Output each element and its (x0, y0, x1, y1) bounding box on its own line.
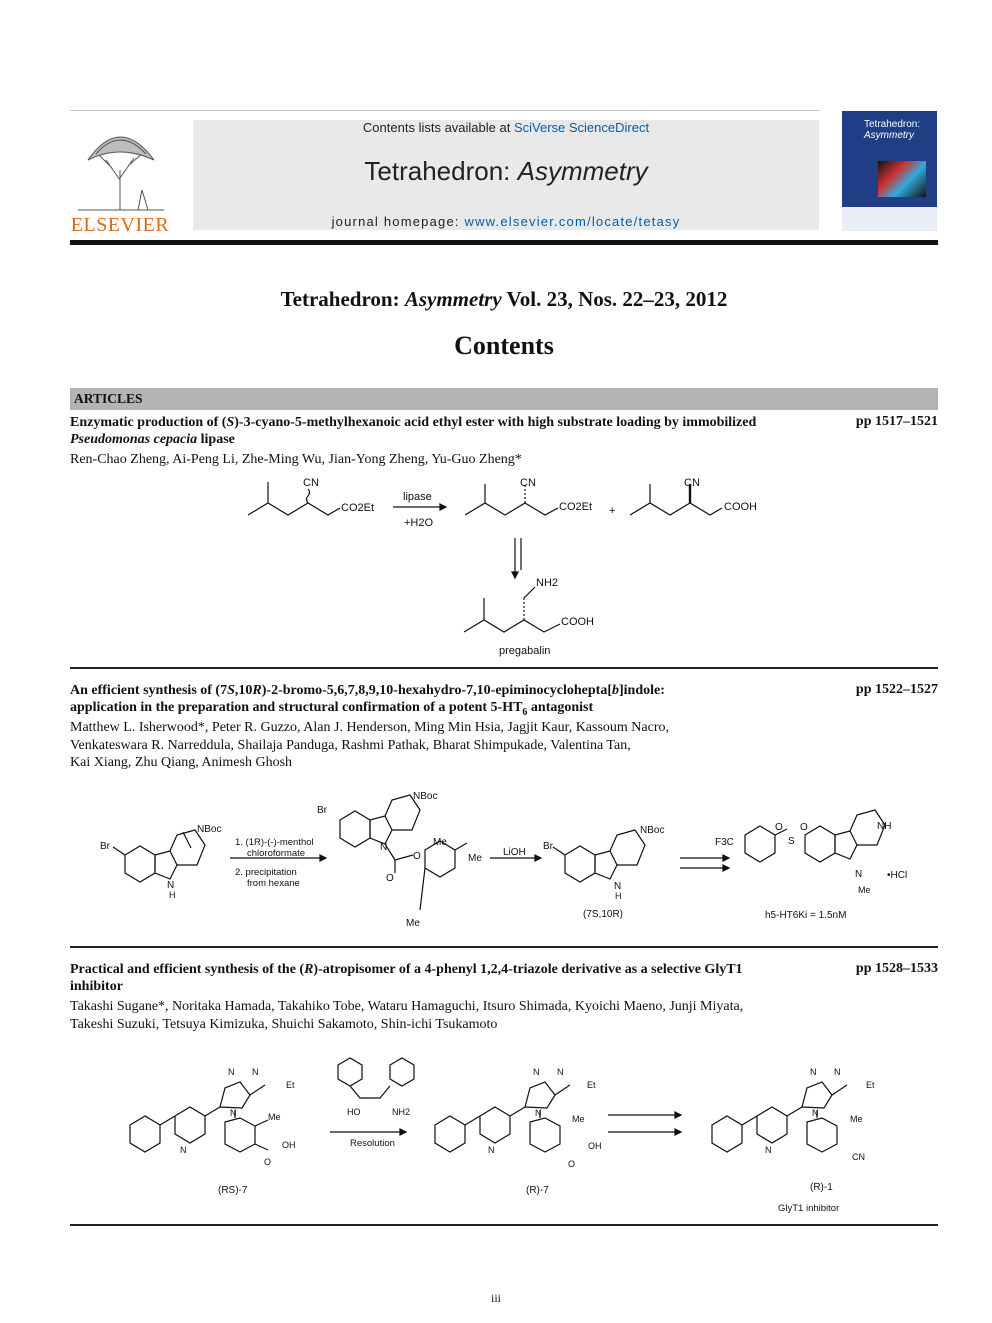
scheme1-cooh-2: COOH (561, 616, 594, 628)
scheme1-cn-3: CN (684, 477, 700, 489)
cover-footer (842, 207, 937, 231)
elsevier-tree-icon (68, 120, 172, 214)
header-top-rule (70, 110, 820, 111)
svg-text:(RS)-7: (RS)-7 (218, 1185, 248, 1196)
section-bar-articles (70, 388, 938, 410)
scheme1-cn-1: CN (303, 477, 319, 489)
scheme1-co2et-1: CO2Et (341, 502, 375, 514)
article-1-scheme (230, 470, 790, 662)
svg-text:N: N (765, 1145, 772, 1155)
scheme1-product-label: pregabalin (499, 645, 551, 657)
issue-journal: Tetrahedron: (280, 287, 405, 311)
svg-text:O: O (775, 822, 783, 833)
svg-text:Br: Br (543, 841, 553, 852)
svg-text:NBoc: NBoc (197, 824, 222, 835)
article-3-separator (70, 1224, 938, 1226)
svg-text:Me: Me (858, 885, 871, 895)
svg-text:Et: Et (866, 1080, 875, 1090)
svg-text:Me: Me (850, 1114, 863, 1124)
article-2-pages[interactable]: pp 1522–1527 (855, 682, 938, 697)
svg-text:N: N (230, 1108, 237, 1118)
svg-text:F3C: F3C (715, 837, 734, 848)
cover-title-line1: Tetrahedron: (864, 119, 921, 130)
svg-text:H: H (169, 890, 176, 900)
homepage-prefix: journal homepage: (331, 214, 465, 229)
svg-text:from hexane: from hexane (247, 878, 300, 889)
svg-text:Me: Me (572, 1114, 585, 1124)
journal-cover-thumbnail[interactable] (842, 111, 937, 231)
scheme1-reagent-bottom: +H2O (404, 517, 434, 529)
svg-text:NBoc: NBoc (413, 791, 438, 802)
sciencedirect-link[interactable]: SciVerse ScienceDirect (513, 120, 650, 135)
svg-text:NBoc: NBoc (640, 825, 665, 836)
scheme1-plus: + (609, 505, 616, 517)
svg-text:N: N (557, 1067, 564, 1077)
svg-text:NH: NH (877, 821, 892, 832)
svg-text:•HCl: •HCl (887, 870, 908, 881)
svg-text:Me: Me (468, 853, 482, 864)
homepage-line (193, 214, 819, 229)
article-3-pages[interactable]: pp 1528–1533 (855, 961, 938, 976)
availability-prefix: Contents lists available at (362, 120, 514, 135)
cover-title-line2: Asymmetry (864, 130, 914, 141)
svg-text:Resolution: Resolution (350, 1138, 395, 1149)
header-bottom-rule (70, 240, 938, 245)
svg-text:Et: Et (587, 1080, 596, 1090)
svg-text:O: O (386, 873, 394, 884)
svg-text:LiOH: LiOH (503, 847, 526, 858)
svg-text:GlyT1 inhibitor: GlyT1 inhibitor (778, 1203, 840, 1214)
scheme2-benzene-1 (125, 846, 155, 882)
article-3-scheme (110, 1040, 900, 1220)
scheme1-cooh-1: COOH (724, 501, 757, 513)
page-number: iii (490, 1291, 501, 1305)
section-label: ARTICLES (74, 391, 143, 406)
article-3-title[interactable]: Practical and efficient synthesis of the (R)-atropisomer of a 4-phenyl 1,2,4-triazole derivative as a selective GlyT1 inhibitor (70, 962, 743, 994)
svg-text:O: O (568, 1159, 576, 1169)
scheme1-nh2: NH2 (536, 577, 559, 589)
article-2-authors: Matthew L. Isherwood*, Peter R. Guzzo, Alan J. Henderson, Ming Min Hsia, Jagjit Kaur, Kassoum Nacro, Venkateswara R. Narreddula, Shailaja Panduga, Rashmi Pathak, Bharat Shimpukade, Valentina Tan, Kai Xiang, Zhu Qiang, Animesh Ghosh (70, 720, 669, 770)
svg-text:Me: Me (268, 1112, 281, 1122)
svg-text:h5-HT6Ki = 1.5nM: h5-HT6Ki = 1.5nM (765, 910, 847, 921)
svg-text:CN: CN (852, 1152, 865, 1162)
svg-text:1. (1R)-(-)-menthol: 1. (1R)-(-)-menthol (235, 837, 314, 848)
svg-text:(R)-1: (R)-1 (810, 1182, 833, 1193)
svg-text:N: N (533, 1067, 540, 1077)
scheme1-cn-2: CN (520, 477, 536, 489)
svg-text:O: O (800, 822, 808, 833)
svg-text:N: N (834, 1067, 841, 1077)
svg-text:Me: Me (433, 837, 447, 848)
svg-text:N: N (228, 1067, 235, 1077)
svg-text:H: H (615, 891, 622, 901)
svg-text:O: O (264, 1157, 272, 1167)
svg-text:2. precipitation: 2. precipitation (235, 867, 297, 878)
svg-text:N: N (810, 1067, 817, 1077)
svg-text:OH: OH (588, 1141, 602, 1151)
issue-heading (70, 287, 938, 312)
cover-art-image (878, 161, 926, 197)
article-2-title[interactable]: An efficient synthesis of (7S,10R)-2-bromo-5,6,7,8,9,10-hexahydro-7,10-epiminocyclohepta[b]indole: application in the preparation and structural confirmation of a potent $5-HT_6$ antagonist (70, 683, 665, 718)
svg-text:NH2: NH2 (392, 1107, 411, 1117)
svg-text:N: N (180, 1145, 187, 1155)
scheme1-chain-1 (248, 503, 340, 515)
publisher-wordmark: ELSEVIER (70, 214, 170, 236)
article-1-authors: Ren-Chao Zheng, Ai-Peng Li, Zhe-Ming Wu, Jian-Yong Zheng, Yu-Guo Zheng* (70, 452, 522, 467)
article-1-pages[interactable]: pp 1517–1521 (855, 414, 938, 429)
article-1-separator (70, 667, 938, 669)
contents-heading: Contents (454, 331, 554, 360)
article-3-authors: Takashi Sugane*, Noritaka Hamada, Takahiko Tobe, Wataru Hamaguchi, Itsuro Shimada, Kyoichi Maeno, Junji Miyata, Takeshi Suzuki, Tetsuya Kimizuka, Shuichi Sakamoto, Shin-ichi Tsukamoto (70, 999, 744, 1032)
article-2-separator (70, 946, 938, 948)
svg-text:N: N (380, 842, 388, 853)
svg-text:N: N (252, 1067, 259, 1077)
svg-text:(7S,10R): (7S,10R) (583, 909, 624, 920)
svg-text:N: N (855, 869, 863, 880)
issue-details: Vol. 23, Nos. 22–23, 2012 (501, 287, 728, 311)
svg-text:Br: Br (317, 805, 327, 816)
homepage-link[interactable]: www.elsevier.com/locate/tetasy (464, 214, 681, 229)
elsevier-logo[interactable] (68, 120, 172, 236)
svg-text:N: N (535, 1108, 542, 1118)
scheme1-co2et-2: CO2Et (559, 501, 593, 513)
svg-text:O: O (413, 851, 421, 862)
scheme1-reagent-top: lipase (403, 491, 432, 503)
svg-text:N: N (488, 1145, 495, 1155)
svg-text:HO: HO (347, 1107, 361, 1117)
svg-text:Et: Et (286, 1080, 295, 1090)
svg-text:(R)-7: (R)-7 (526, 1185, 549, 1196)
article-2-scheme (95, 785, 925, 935)
svg-text:N: N (614, 881, 622, 892)
svg-text:S: S (788, 836, 795, 847)
svg-text:N: N (812, 1108, 819, 1118)
svg-text:N: N (167, 880, 175, 891)
svg-text:OH: OH (282, 1140, 296, 1150)
journal-banner (193, 120, 819, 230)
issue-journal-italic: Asymmetry (404, 287, 502, 311)
svg-text:chloroformate: chloroformate (247, 848, 306, 859)
availability-line (193, 120, 819, 135)
svg-text:Me: Me (406, 918, 420, 929)
svg-text:Br: Br (100, 841, 110, 852)
cover-title (864, 119, 920, 141)
journal-title: Tetrahedron: Asymmetry (364, 156, 648, 186)
article-1-title[interactable]: Enzymatic production of (S)-3-cyano-5-methylhexanoic acid ethyl ester with high substrate loading by immobilized Pseudomonas cepacia lipase (70, 415, 757, 447)
